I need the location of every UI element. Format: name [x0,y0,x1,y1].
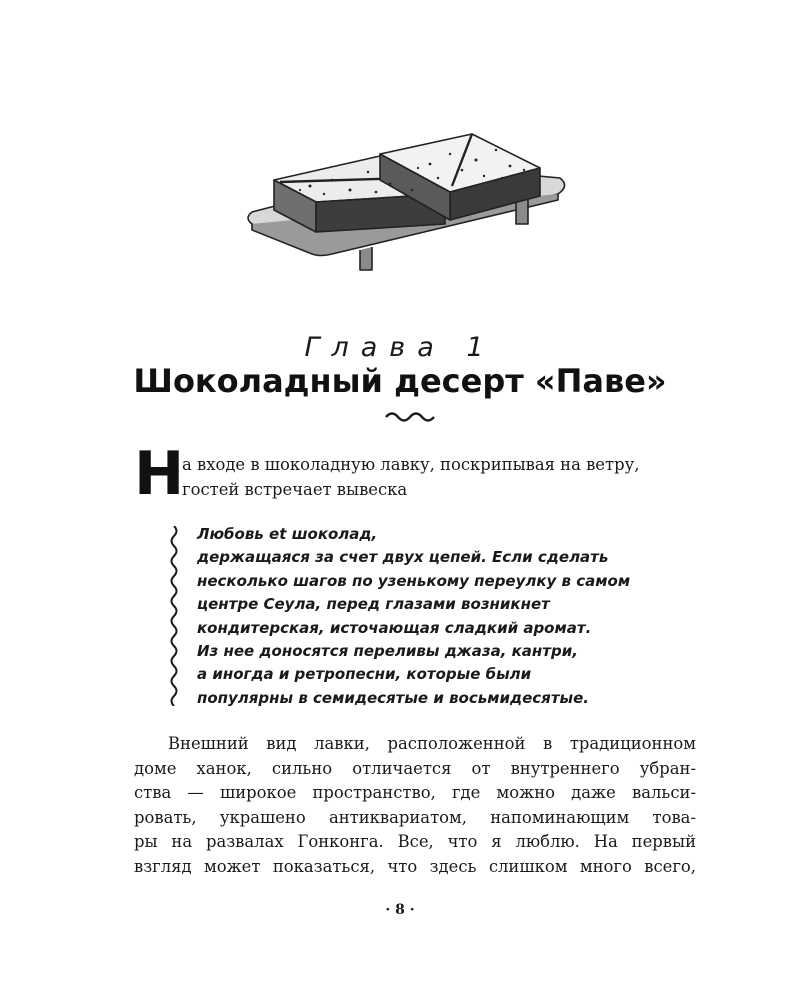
body-line: Внешний вид лавки, расположенной в традиционном [168,734,696,753]
signboard-quote [197,523,697,710]
intro-line: а входе в шоколадную лавку, поскрипывая на ветру, [182,455,640,474]
intro-paragraph [182,452,702,502]
drop-cap: Н [134,439,185,509]
body-line: ровать, украшено антиквариатом, напоминающим това- [134,807,696,827]
quote-line: несколько шагов по узенькому переулку в самом [197,571,631,590]
chapter-label: Глава 1 [304,332,496,363]
body-line: доме ханок, сильно отличается от внутреннего убран- [134,758,696,778]
chapter-title: Шоколадный десерт «Паве» [133,362,667,400]
body-line: взгляд может показаться, что здесь слишком много всего, [134,856,696,876]
quote-line: Из нее доносятся переливы джаза, кантри, [197,642,578,661]
quote-line: кондитерская, источающая сладкий аромат. [197,618,592,637]
body-line: ры на развалах Гонконга. Все, что я люблю. На первый [134,832,696,852]
intro-line: гостей встречает вывеска [182,480,408,499]
body-paragraph [134,732,696,880]
chocolate-dessert-illustration [240,120,570,280]
quote-line: центре Сеула, перед глазами возникнет [197,595,550,614]
squiggle-border-icon [168,526,180,706]
body-line: ства — широкое пространство, где можно даже вальси- [134,783,696,803]
wave-ornament-icon [384,408,436,424]
quote-line: Любовь et шоколад, [197,525,378,543]
quote-line: держащаяся за счет двух цепей. Если сделать [197,548,609,567]
page-number: · 8 · [385,902,415,918]
quote-line: а иногда и ретропесни, которые были [197,665,532,684]
quote-line: популярны в семидесятые и восьмидесятые. [197,688,589,707]
